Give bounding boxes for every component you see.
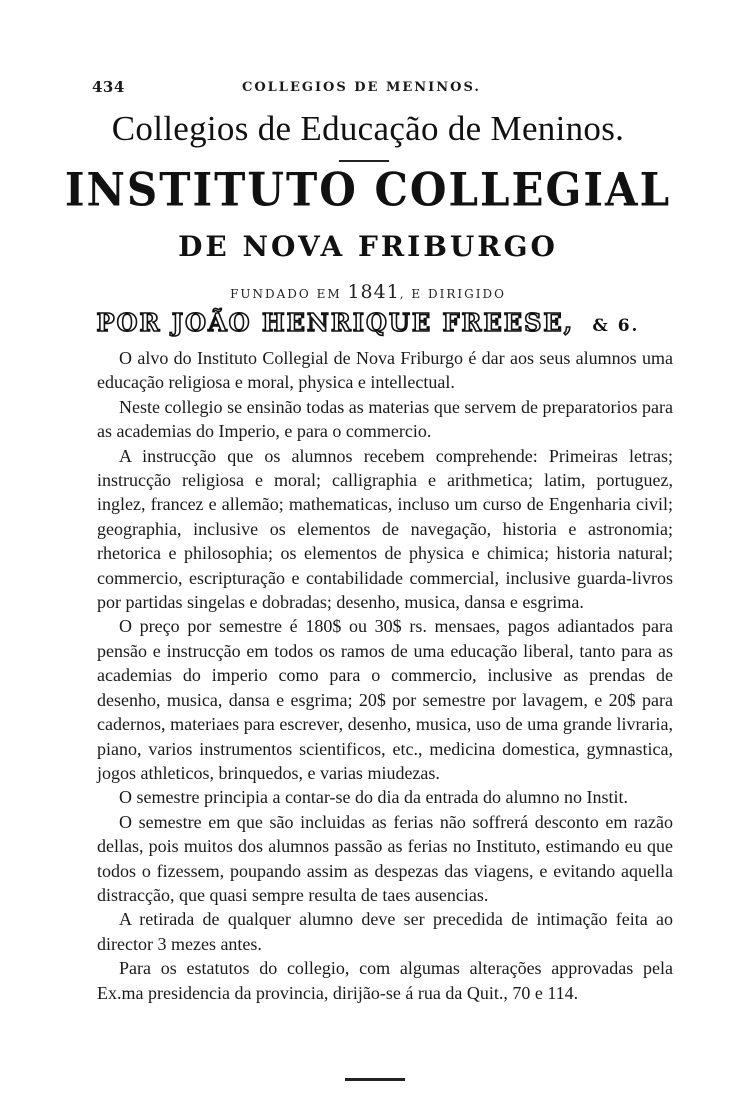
closing-rule: [345, 1078, 405, 1081]
institution-name: INSTITUTO COLLEGIAL: [64, 162, 672, 217]
section-title: Collegios de Educação de Meninos.: [111, 109, 625, 148]
founded-year: 1841: [347, 281, 400, 303]
founded-prefix: FUNDADO EM: [230, 287, 342, 301]
paragraph: Neste collegio se ensinão todas as materias que servem de preparatorios para as academias do Imperio, e para o commercio.: [97, 396, 673, 442]
page-number: 434: [92, 78, 125, 96]
paragraph: A retirada de qualquer alumno deve ser precedida de intimação feita ao director 3 mezes antes.: [97, 909, 673, 954]
director-extra: & 6.: [592, 316, 640, 336]
paragraph: A instrucção que os alumnos recebem comprehende: Primeiras letras; instrucção religiosa e moral; calligraphia e arithmetica; latim, portuguez, inglez, francez e allemão; mathematicas, incluso um curso de Engenharia civil; geographia, inclusive os elementos de navegação, historia e astronomia; rhetorica e philosophia; os elementos de physica e chimica; historia natural; commercio, escripturação e contabilidade commercial, inclusive guarda-livros por partidas singelas e dobradas; desenho, musica, dansa e esgrima.: [97, 445, 673, 613]
paragraph: O semestre em que são incluidas as ferias não soffrerá desconto em razão dellas, pois muitos dos alumnos passão as ferias no Instituto, estimando eu que todos o fizessem, poupando assim as despezas das viagens, e evitando aquella distracção, que quasi sempre resulta de taes ausencias.: [97, 811, 673, 905]
paragraph: O alvo do Instituto Collegial de Nova Friburgo é dar aos seus alumnos uma educação religiosa e moral, physica e intellectual.: [97, 348, 673, 393]
running-header: [92, 78, 672, 102]
founded-line: [0, 281, 736, 303]
institution-subtitle: DE NOVA FRIBURGO: [178, 230, 558, 263]
body-text: [97, 346, 673, 1005]
founded-suffix: , E DIRIGIDO: [399, 287, 506, 301]
paragraph: O semestre principia a contar-se do dia da entrada do alumno no Instit.: [119, 787, 628, 808]
director-line: [0, 308, 736, 337]
running-title: COLLEGIOS DE MENINOS.: [242, 80, 481, 95]
paragraph: Para os estatutos do collegio, com algumas alterações approvadas pela Ex.ma presidencia da provincia, dirijão-se á rua da Quit., 70 e 114.: [97, 958, 673, 1003]
director-name: POR JOÃO HENRIQUE FREESE,: [96, 308, 575, 337]
paragraph: O preço por semestre é 180$ ou 30$ rs. mensaes, pagos adiantados para pensão e instrucção em todos os ramos de uma educação liberal, tanto para as academias do imperio como para o commercio, inclusive as prendas de desenho, musica, dansa e esgrima; 20$ por semestre por lavagem, e 20$ para cadernos, materiaes para escrever, desenho, musica, uso de uma grande livraria, piano, varios instrumentos scientificos, etc., medicina domestica, gymnastica, jogos athleticos, brinquedos, e varias miudezas.: [97, 616, 673, 783]
